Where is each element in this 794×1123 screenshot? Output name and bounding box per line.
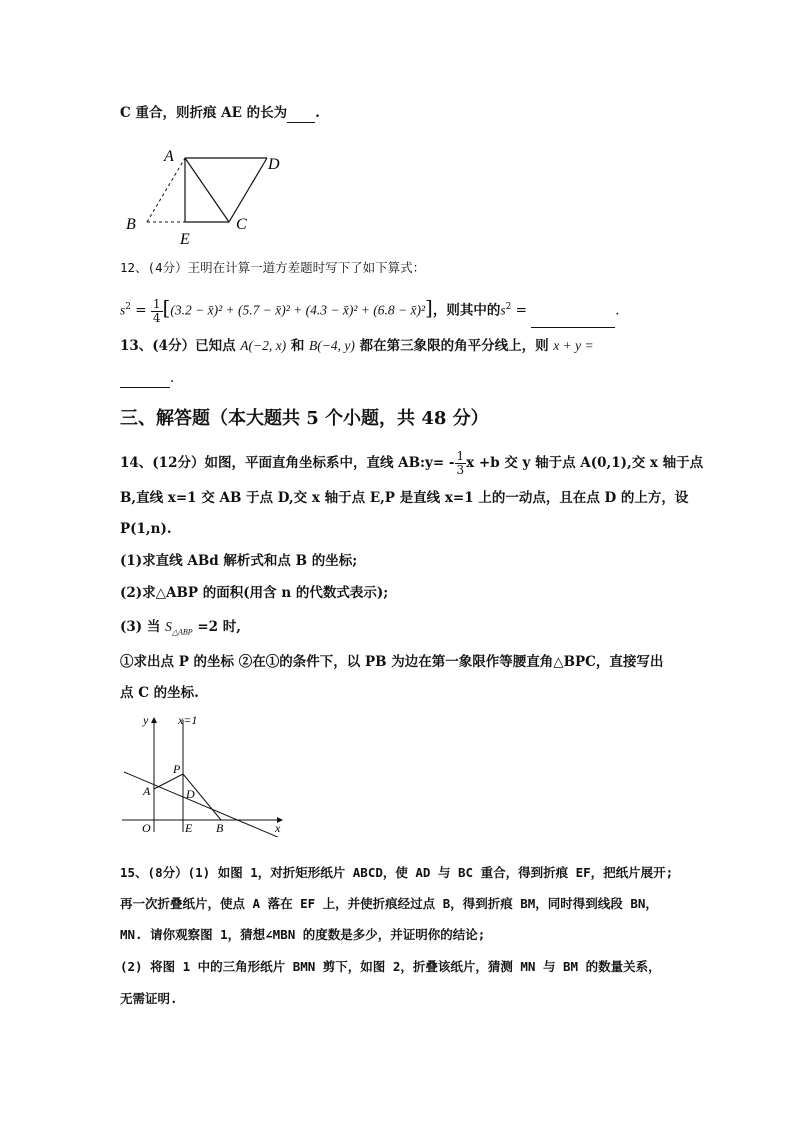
fig2-label-e: E xyxy=(185,821,193,835)
q15-line5: 无需证明. xyxy=(120,991,178,1006)
q12-s2: s xyxy=(500,302,506,318)
fig2-label-p: P xyxy=(173,762,181,776)
q12-fraction xyxy=(151,298,163,325)
q15-line4: (2) 将图 1 中的三角形纸片 BMN 剪下，如图 2，折叠该纸片，猜测 MN 与 BM 的数量关系， xyxy=(120,959,661,974)
q14-part3-line2: ①求出点 P 的坐标 ②在①的条件下，以 PB 为边在第一象限作等腰直角△BPC，直接写出 xyxy=(120,654,664,670)
q12-bracket-right: ] xyxy=(425,295,433,320)
figure-parallelogram xyxy=(120,140,300,250)
q13-end: . xyxy=(170,370,175,386)
q14-part3-s: S xyxy=(165,619,172,634)
q12-frac-num: 1 xyxy=(152,296,161,311)
q12-answer-blank xyxy=(531,327,615,328)
q14-part2: (2)求△ABP 的面积(用含 n 的代数式表示); xyxy=(120,585,389,601)
q15-line2: 再一次折叠纸片，使点 A 落在 EF 上，并使折痕经过点 B，得到折痕 BM，同时得到线段 BN， xyxy=(120,896,658,911)
q12-tail: ，则其中的 xyxy=(432,302,501,319)
q11-tail-line xyxy=(120,103,320,123)
q13-answer-line xyxy=(120,368,174,388)
fig1-segment-dc xyxy=(229,158,267,222)
figure-coordinate-plane xyxy=(120,712,290,837)
q14-part3-a: (3) 当 xyxy=(120,619,161,635)
q11-answer-blank xyxy=(287,122,315,123)
q14-fraction xyxy=(455,450,467,477)
q14-line1 xyxy=(120,448,703,478)
q14-frac-num: 1 xyxy=(456,449,465,463)
q14-part3-line3: 点 C 的坐标. xyxy=(120,685,199,701)
fig2-segment-pa xyxy=(154,774,183,789)
fig2-label-d: D xyxy=(186,787,195,801)
fig2-label-y: y xyxy=(143,713,149,727)
q13-answer-blank xyxy=(120,387,170,388)
fig2-label-o: O xyxy=(142,821,151,835)
fig2-label-x: x xyxy=(275,821,281,835)
q12-end: . xyxy=(615,302,620,319)
q12-s-sup: 2 xyxy=(125,302,131,312)
q13-point-a: A(−2, x) xyxy=(240,338,287,353)
q14-line3: P(1,n). xyxy=(120,521,172,537)
q11-tail-end: . xyxy=(315,105,320,121)
q14-line2: B,直线 x=1 交 AB 于点 D,交 x 轴于点 E,P 是直线 x=1 上的一动点，且在点 D 的上方，设 xyxy=(120,490,689,506)
q12-bracket-left: [ xyxy=(162,295,171,320)
q13-expr: x + y = xyxy=(553,338,594,353)
fig1-label-b: B xyxy=(126,216,136,233)
q12-formula-line xyxy=(120,290,620,324)
q14-part3-b: =2 时, xyxy=(197,619,241,635)
q12-s2-sup: 2 xyxy=(505,302,512,312)
q14-part3-sub: △ABP xyxy=(171,627,193,637)
q15-line3: MN. 请你观察图 1，猜想∠MBN 的度数是多少，并证明你的结论; xyxy=(120,927,486,942)
q14-line1-a: 14、(12分）如图，平面直角坐标系中，直线 AB:y= - xyxy=(120,455,455,471)
q14-part1: (1)求直线 ABd 解析式和点 B 的坐标; xyxy=(120,553,358,569)
q12-eq: = xyxy=(135,302,147,319)
q13-prefix: 13、(4分）已知点 xyxy=(120,338,236,354)
q14-frac-den: 3 xyxy=(456,463,465,477)
q12-s: s xyxy=(120,302,126,318)
q13-mid: 都在第三象限的角平分线上，则 xyxy=(359,338,549,354)
fig1-label-d: D xyxy=(268,156,280,173)
fig2-label-x1: x=1 xyxy=(178,713,198,727)
q13-point-b: B(−4, y) xyxy=(309,338,355,353)
fig1-segment-ac xyxy=(185,158,229,222)
q15-line1: 15、(8分）(1) 如图 1，对折矩形纸片 ABCD，使 AD 与 BC 重合，得到折痕 EF，把纸片展开; xyxy=(120,865,674,880)
fig2-label-b: B xyxy=(216,821,224,835)
fig2-label-a: A xyxy=(143,784,151,798)
section-heading: 三、解答题（本大题共 5 个小题，共 48 分） xyxy=(120,408,489,429)
q12-terms: (3.2 − x̄)² + (5.7 − x̄)² + (4.3 − x̄)² + (6.8 − x̄)² xyxy=(170,302,426,318)
fig1-label-a: A xyxy=(164,148,174,165)
q12-eq2: = xyxy=(515,302,527,319)
fig1-label-e: E xyxy=(180,231,190,248)
q11-tail-text: C 重合，则折痕 AE 的长为 xyxy=(120,105,288,121)
q13-and: 和 xyxy=(290,338,305,354)
fig1-segment-ab xyxy=(147,158,185,222)
fig1-label-c: C xyxy=(236,216,247,233)
q14-line1-b: x +b 交 y 轴于点 A(0,1),交 x 轴于点 xyxy=(466,455,704,471)
q13-line xyxy=(120,336,594,356)
q12-intro: 12、(4分）王明在计算一道方差题时写下了如下算式： xyxy=(120,260,426,275)
q14-part3 xyxy=(120,617,241,643)
q12-frac-den: 4 xyxy=(152,310,161,325)
